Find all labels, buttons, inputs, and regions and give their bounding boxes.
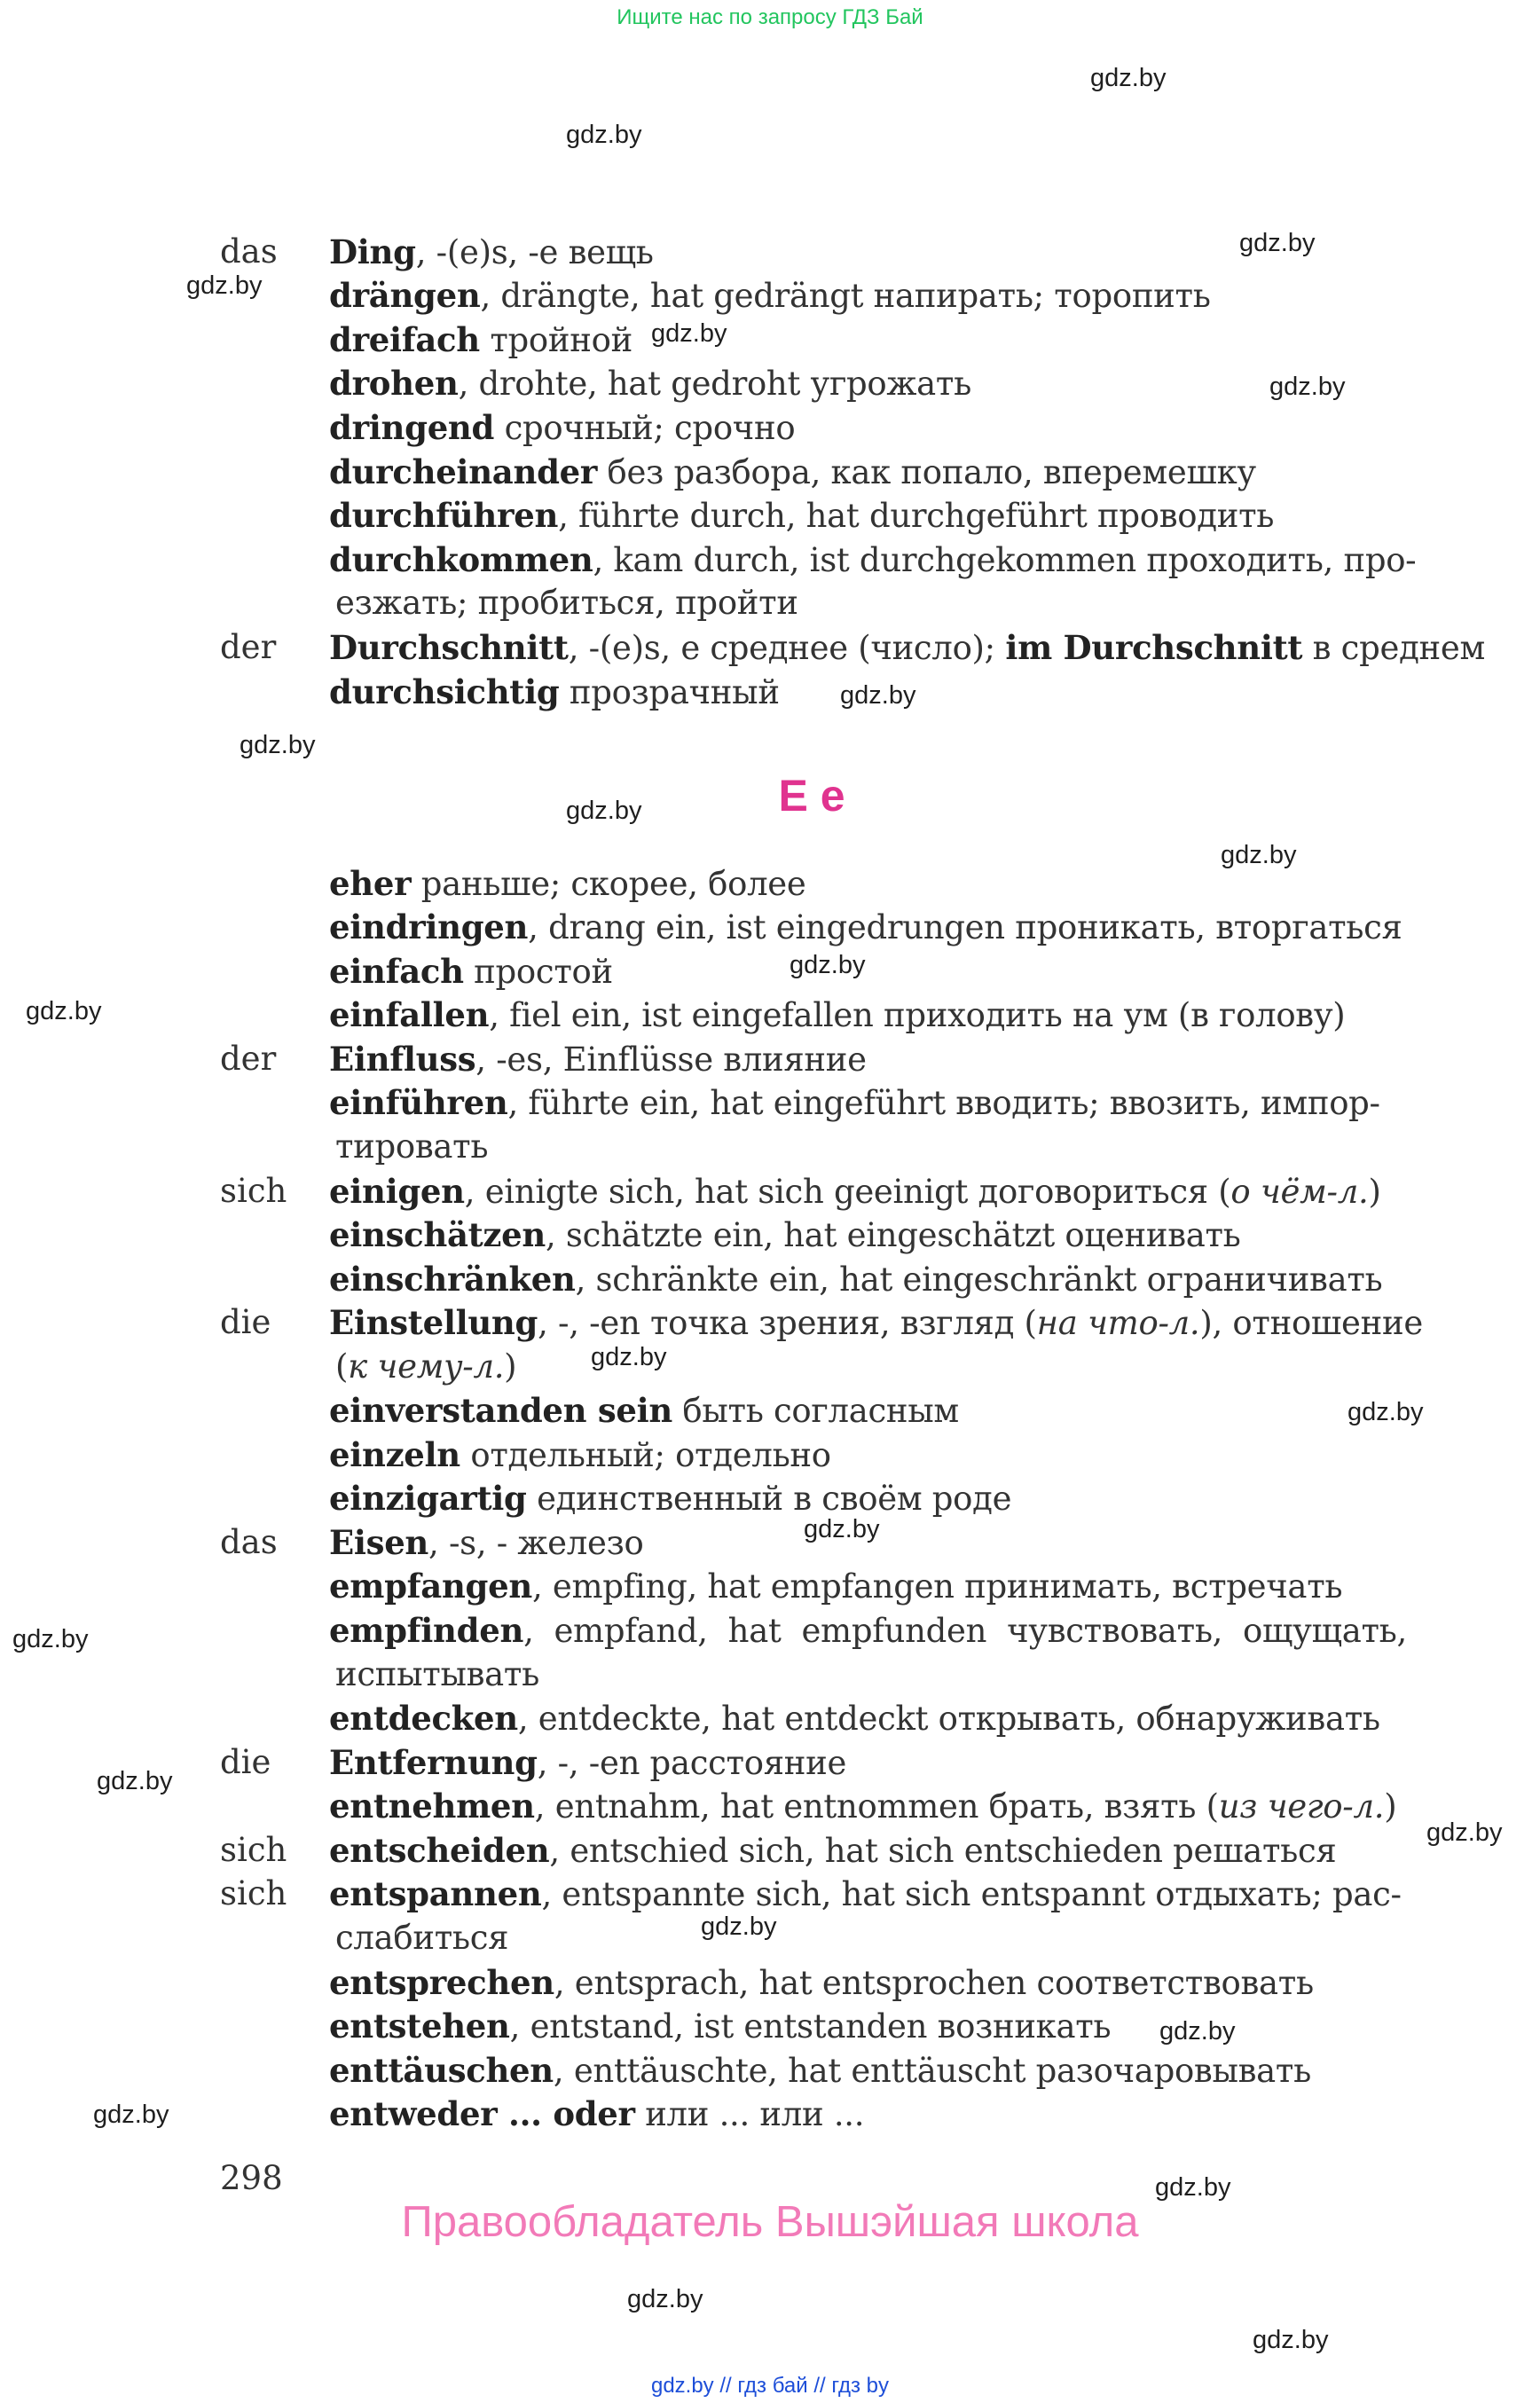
section-letter: E e [778, 771, 845, 821]
dictionary-entry [0, 1963, 1540, 2007]
entry-text: entweder ... oder или ... или ... [329, 2094, 865, 2133]
watermark: gdz.by [1155, 2173, 1231, 2202]
dictionary-entry [0, 1567, 1540, 1611]
entry-text: Einstellung, -, -en точка зрения, взгляд (на что-л.), отношение [329, 1303, 1423, 1342]
dictionary-entry [0, 1874, 1540, 1919]
watermark: gdz.by [566, 121, 642, 149]
entry-text: einzigartig единственный в своём роде [329, 1479, 1012, 1518]
entry-text: Durchschnitt, -(e)s, e среднее (число); im Durchschnitt в среднем [329, 628, 1485, 667]
dictionary-entry [0, 2006, 1540, 2051]
dictionary-entry [0, 1391, 1540, 1435]
dictionary-entry [0, 2051, 1540, 2095]
dictionary-entry [0, 672, 1540, 717]
entry-text: drängen, drängte, hat gedrängt напирать; торопить [329, 276, 1211, 315]
entry-text: (к чему-л.) [335, 1347, 517, 1386]
entry-text: empfinden, empfand, hat empfunden чувствовать, ощущать, [329, 1611, 1407, 1650]
entry-text: entscheiden, entschied sich, hat sich entschieden решаться [329, 1831, 1337, 1870]
dictionary-entry [0, 1699, 1540, 1743]
dictionary-entry [0, 1303, 1540, 1347]
entry-text: тировать [335, 1127, 489, 1166]
watermark: gdz.by [591, 1343, 667, 1371]
dictionary-entry [0, 1479, 1540, 1523]
dictionary-entry-continuation [0, 1655, 1540, 1700]
entry-text: enttäuschen, enttäuschte, hat enttäuscht разочаровывать [329, 2051, 1311, 2090]
page-number: 298 [220, 2159, 283, 2197]
dictionary-entry-continuation [0, 1127, 1540, 1172]
entry-text: dreifach тройной [329, 320, 632, 359]
entry-text: Eisen, -s, - железо [329, 1523, 644, 1562]
entry-article: der [220, 628, 277, 666]
watermark: gdz.by [701, 1912, 777, 1941]
dictionary-entry [0, 628, 1540, 672]
watermark: gdz.by [186, 271, 263, 300]
entry-text: durchführen, führte durch, hat durchgeführt проводить [329, 496, 1275, 535]
entry-text: Einfluss, -es, Einflüsse влияние [329, 1040, 867, 1079]
dictionary-entry-continuation [0, 1919, 1540, 1963]
entry-article: das [220, 232, 278, 271]
entry-text: entdecken, entdeckte, hat entdeckt открывать, обнаруживать [329, 1699, 1380, 1738]
entry-text: einführen, führte ein, hat eingeführt вводить; ввозить, импор- [329, 1083, 1380, 1122]
watermark: gdz.by [12, 1625, 89, 1653]
dictionary-entry [0, 995, 1540, 1040]
entry-article: sich [220, 1172, 287, 1210]
watermark: gdz.by [1239, 229, 1316, 257]
watermark: gdz.by [804, 1515, 880, 1543]
entry-text: Entfernung, -, -en расстояние [329, 1743, 847, 1782]
watermark: gdz.by [97, 1767, 173, 1795]
dictionary-entry [0, 1435, 1540, 1480]
dictionary-entry [0, 952, 1540, 996]
watermark: gdz.by [240, 731, 316, 759]
entry-text: eher раньше; скорее, более [329, 864, 806, 903]
watermark: gdz.by [93, 2101, 169, 2129]
dictionary-entry [0, 232, 1540, 277]
dictionary-entry-continuation [0, 584, 1540, 628]
entry-article: die [220, 1303, 271, 1341]
watermark: gdz.by [790, 951, 866, 979]
dictionary-entry [0, 1743, 1540, 1787]
entry-text: слабиться [335, 1919, 509, 1957]
watermark: gdz.by [840, 681, 916, 710]
watermark: gdz.by [1269, 373, 1346, 401]
top-banner: Ищите нас по запросу ГДЗ Бай [617, 5, 923, 29]
dictionary-entry [0, 320, 1540, 365]
dictionary-entry [0, 907, 1540, 952]
dictionary-entry [0, 452, 1540, 497]
entry-article: der [220, 1040, 277, 1078]
entry-article: sich [220, 1874, 287, 1912]
entry-article: die [220, 1743, 271, 1781]
entry-text: einzeln отдельный; отдельно [329, 1435, 831, 1474]
entry-text: entsprechen, entsprach, hat entsprochen соответствовать [329, 1963, 1314, 2002]
entry-article: sich [220, 1831, 287, 1869]
watermark: gdz.by [1090, 64, 1167, 92]
entry-text: einschätzen, schätzte ein, hat eingeschätzt оценивать [329, 1215, 1241, 1254]
entry-text: entnehmen, entnahm, hat entnommen брать, взять (из чего-л.) [329, 1787, 1397, 1826]
dictionary-entry [0, 364, 1540, 408]
dictionary-entry [0, 1611, 1540, 1655]
watermark: gdz.by [1426, 1818, 1503, 1847]
entry-article: das [220, 1523, 278, 1561]
dictionary-entry [0, 408, 1540, 452]
entry-text: einverstanden sein быть согласным [329, 1391, 959, 1430]
entry-text: einschränken, schränkte ein, hat eingeschränkt ограничивать [329, 1260, 1383, 1299]
entry-text: empfangen, empfing, hat empfangen принимать, встречать [329, 1567, 1343, 1606]
entry-text: entstehen, entstand, ist entstanden возникать [329, 2006, 1112, 2046]
dictionary-entry [0, 2094, 1540, 2139]
entry-text: drohen, drohte, hat gedroht угрожать [329, 364, 971, 403]
watermark: gdz.by [1348, 1398, 1424, 1426]
watermark: gdz.by [627, 2285, 703, 2313]
dictionary-entry [0, 276, 1540, 320]
copyright-notice: Правообладатель Вышэйшая школа [401, 2198, 1139, 2246]
watermark: gdz.by [651, 319, 727, 348]
dictionary-entry [0, 864, 1540, 908]
entry-text: eindringen, drang ein, ist eingedrungen проникать, вторгаться [329, 907, 1402, 946]
entry-text: einigen, einigte sich, hat sich geeinigt договориться (о чём-л.) [329, 1172, 1381, 1211]
entry-text: езжать; пробиться, пройти [335, 584, 798, 622]
watermark: gdz.by [566, 797, 642, 825]
dictionary-entry-continuation [0, 1347, 1540, 1392]
dictionary-entry [0, 1215, 1540, 1260]
entry-text: dringend срочный; срочно [329, 408, 796, 447]
dictionary-entry [0, 1040, 1540, 1084]
entry-text: durcheinander без разбора, как попало, вперемешку [329, 452, 1256, 491]
watermark: gdz.by [26, 997, 102, 1025]
dictionary-entry [0, 1083, 1540, 1127]
footer-links[interactable]: gdz.by // гдз бай // гдз by [650, 2374, 890, 2398]
entry-text: durchkommen, kam durch, ist durchgekommen проходить, про- [329, 540, 1417, 579]
entry-text: Ding, -(e)s, -e вещь [329, 232, 654, 271]
dictionary-entry [0, 1172, 1540, 1216]
entry-text: einfallen, fiel ein, ist eingefallen приходить на ум (в голову) [329, 995, 1346, 1034]
watermark: gdz.by [1221, 841, 1297, 869]
entry-text: entspannen, entspannte sich, hat sich entspannt отдыхать; рас- [329, 1874, 1402, 1913]
watermark: gdz.by [1253, 2326, 1329, 2354]
dictionary-entry [0, 1787, 1540, 1831]
dictionary-entry [0, 540, 1540, 585]
dictionary-entry [0, 496, 1540, 540]
entry-text: durchsichtig прозрачный [329, 672, 780, 711]
dictionary-entry [0, 1260, 1540, 1304]
dictionary-entry [0, 1831, 1540, 1875]
dictionary-entry [0, 1523, 1540, 1567]
entry-text: einfach простой [329, 952, 613, 991]
entry-text: испытывать [335, 1655, 539, 1693]
watermark: gdz.by [1159, 2017, 1236, 2046]
